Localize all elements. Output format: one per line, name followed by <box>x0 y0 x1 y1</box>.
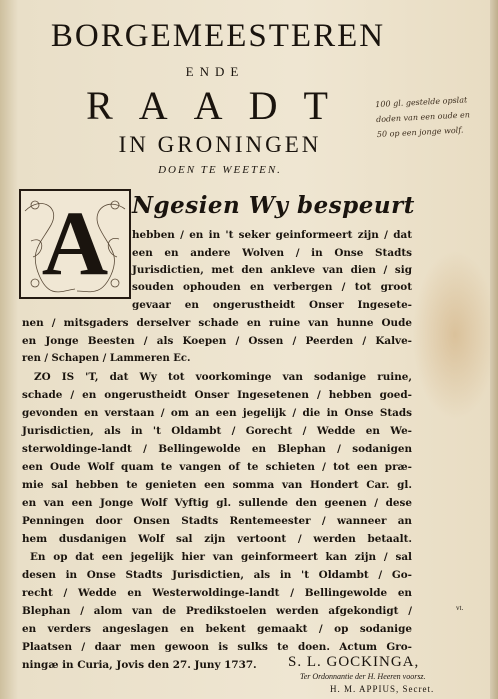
ende-heading: ENDE <box>185 64 245 79</box>
signature-appius: H. M. APPIUS, Secret. <box>330 684 435 694</box>
text-line: gevonden en verstaan / om an een jegelijk / die in Onse Stads <box>22 407 412 419</box>
handwritten-line: 50 op een jonge wolf. <box>376 125 464 140</box>
initial-letter: A <box>41 192 109 294</box>
text-line: nen / mitsgaders derselver schade en ruine van hunne Oude <box>22 317 412 329</box>
document-title: BORGEMEESTEREN <box>50 18 386 54</box>
text-line: ren / Schapen / Lammeren Ec. <box>22 353 191 364</box>
text-line: Penningen door Onsen Stadts Rentemeester / wanneer an <box>22 515 412 527</box>
opening-line: Ngesien Wy bespeurt <box>132 192 415 219</box>
text-line: en Jonge Beesten / als Koepen / Ossen / Peerden / Kalve- <box>22 335 412 347</box>
doen-te-weeten-heading: DOEN TE WEETEN. <box>158 164 282 176</box>
text-line: hebben / en in 't seker geinformeert zijn / dat <box>132 229 412 241</box>
handwritten-line: 100 gl. gestelde opslat <box>375 95 468 110</box>
text-line: ZO IS 'T, dat Wy tot voorkominge van sodanige ruine, <box>34 371 412 383</box>
text-line: Blephan / alom van de Predikstoelen werden afgekondigt / <box>22 605 412 617</box>
text-line: een Oude Wolf quam te vangen of te schieten / tot een præ- <box>22 461 412 473</box>
city-heading: IN GRONINGEN <box>118 132 322 157</box>
signature-vt: vt. <box>456 604 464 612</box>
text-line: Jurisdictien, als in 't Oldambt / Gorecht / Wedde en We- <box>22 425 412 437</box>
text-line: souden ophouden en verbergen / tot groot <box>132 281 412 293</box>
raadt-heading: RAADT <box>86 83 354 128</box>
text-line: ningæ in Curia, Jovis den 27. Juny 1737. <box>22 659 257 671</box>
text-line: Plaatsen / daar men gewoon is sulks te doen. Actum Gro- <box>22 641 412 653</box>
paper-stain <box>412 250 498 420</box>
text-line: een en andere Wolven / in Onse Stadts <box>132 247 412 259</box>
text-line: mie sal hebben te genieten een somma van Hondert Car. gl. <box>22 479 412 491</box>
handwritten-margin-note <box>375 91 495 142</box>
text-line: desen in Onse Stadts Jurisdictien, als in 't Oldambt / Go- <box>22 569 412 581</box>
text-line: hem dusdanigen Wolf sal zijn vertoont / werden betaalt. <box>22 533 412 545</box>
text-line: en verders angeslagen en bekent gemaakt / op sodanige <box>22 623 412 635</box>
text-line: en van een Jonge Wolf Vyftig gl. sullende den geenen / dese <box>22 497 412 509</box>
ordonnantie-line: Ter Ordonnantie der H. Heeren voorsz. <box>300 672 426 681</box>
text-line: schade / en ongerustheidt Onser Ingesetenen / hebben goed- <box>22 389 412 401</box>
signature-gockinga: S. L. GOCKINGA, <box>288 654 420 670</box>
decorated-initial <box>19 189 131 299</box>
text-line: gevaar en ongerustheidt Onser Ingesete- <box>132 299 412 311</box>
text-line: Jurisdictien, met den ankleve van dien / sig <box>132 264 412 276</box>
text-line: sterwoldinge-landt / Bellingewolde en Blephan / sodanigen <box>22 443 412 455</box>
handwritten-line: doden van een oude en <box>375 110 471 125</box>
text-line: En op dat een jegelijk hier van geinformeert kan zijn / sal <box>30 551 412 563</box>
text-line: recht / Wedde en Westerwoldinge-landt / Bellingewolde en <box>22 587 412 599</box>
